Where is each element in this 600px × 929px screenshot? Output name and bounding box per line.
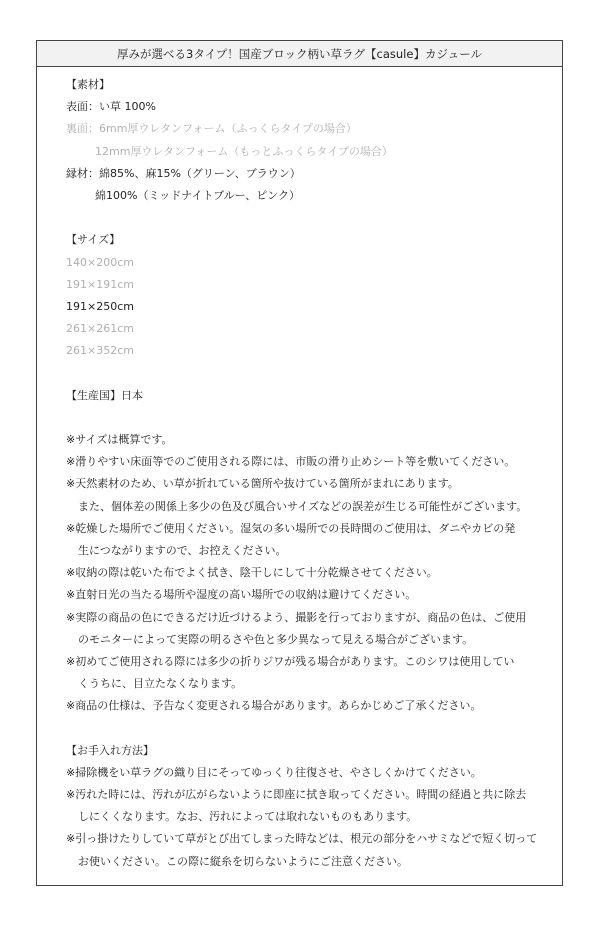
note-line: ※商品の仕様は、予告なく変更される場合があります。あらかじめご了承ください。 [66,699,482,713]
spec-box [36,40,563,886]
spec-content [66,74,554,873]
note-line: ※直射日光の当たる場所や湿度の高い場所での収納は避けてください。 [66,588,417,602]
material-back-6mm: 裏面：6mm厚ウレタンフォーム（ふっくらタイプの場合） [66,122,357,136]
material-front: 表面：い草 100% [66,100,156,114]
material-back-12mm: 12mm厚ウレタンフォーム（もっとふっくらタイプの場合） [95,144,393,158]
note-line: ※実際の商品の色にできるだけ近づけるよう、撮影を行っておりますが、商品の色は、ご使用 [66,610,527,624]
note-line: のモニターによって実際の明るさや色と多少異なって見える場合がございます。 [78,632,474,646]
note-line: ※サイズは概算です。 [66,433,173,446]
page-title: 厚みが選べる3タイプ！国産ブロック柄い草ラグ【casule】カジュール [37,41,562,67]
note-line: ※収納の際は乾いた布でよく拭き、陰干しにして十分乾燥させてください。 [66,566,438,580]
care-line: ※汚れた時には、汚れが広がらないように即座に拭き取ってください。時間の経過と共に除去 [66,788,527,801]
note-line: くうちに、目立たなくなります。 [78,677,243,691]
note-line: ※初めてご使用される際には多少の折りジワが残る場合があります。このシワは使用してい [66,654,515,668]
note-line: ※天然素材のため、い草が折れている箇所や抜けている箇所がまれにあります。 [66,477,459,491]
care-line: お使いください。この際に縦糸を切らないようにご注意ください。 [78,854,408,868]
size-item-261x261: 261×261cm [66,322,134,336]
material-edge-2: 綿100%（ミッドナイトブルー、ピンク） [95,188,301,202]
size-item-191x250: 191×250cm [66,299,134,313]
note-line: ※乾燥した場所でご使用ください。湿気の多い場所での長時間のご使用は、ダニやカビの発 [66,521,516,535]
size-heading: 【サイズ】 [66,233,121,247]
care-line: しにくくなります。なお、汚れによっては取れないものもあります。 [78,810,418,824]
care-heading: 【お手入れ方法】 [66,743,154,757]
material-edge-1: 縁材：綿85%、麻15%（グリーン、ブラウン） [66,166,301,180]
care-line: ※掃除機をい草ラグの織り目にそってゆっくり往復させ、やさしくかけてください。 [66,765,482,779]
origin-line: 【生産国】日本 [66,388,143,402]
size-item-140x200: 140×200cm [66,255,134,269]
note-line: 生につながりますので、お控えください。 [78,543,287,557]
size-item-261x352: 261×352cm [66,344,134,358]
size-item-191x191: 191×191cm [66,277,134,291]
material-heading: 【素材】 [66,78,110,91]
care-line: ※引っ掛けたりしていて草がとび出てしまった時などは、根元の部分をハサミなどで短く切って [66,832,538,846]
note-line: ※滑りやすい床面等でのご使用される際には、市販の滑り止めシート等を敷いてください。 [66,455,516,469]
note-line: また、個体差の関係上多少の色及び風合いサイズなどの誤差が生じる可能性がございます。 [78,499,528,513]
